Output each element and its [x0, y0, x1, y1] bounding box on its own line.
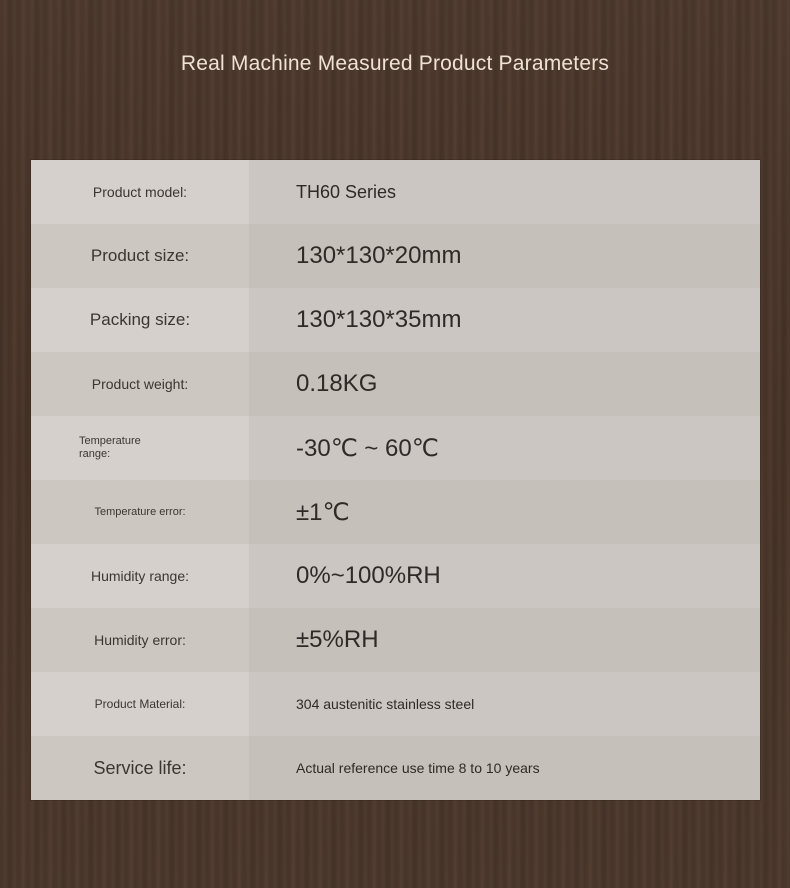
parameter-table — [31, 160, 760, 800]
param-value-material: 304 austenitic stainless steel — [249, 672, 760, 736]
param-label-temperature-range-line2: range: — [79, 448, 111, 460]
param-value-humidity-error: ±5%RH — [249, 608, 760, 672]
table-row — [31, 480, 760, 544]
param-label-temperature-range-line1: Temperature — [79, 435, 141, 447]
table-row — [31, 736, 760, 800]
param-label-packing-size: Packing size: — [31, 288, 249, 352]
table-row — [31, 288, 760, 352]
page-title: Real Machine Measured Product Parameters — [180, 52, 610, 75]
table-row — [31, 160, 760, 224]
table-row — [31, 352, 760, 416]
param-value-temperature-error: ±1℃ — [249, 480, 760, 544]
param-value-service-life: Actual reference use time 8 to 10 years — [249, 736, 760, 800]
param-label-humidity-error: Humidity error: — [31, 608, 249, 672]
table-row — [31, 224, 760, 288]
param-label-model: Product model: — [31, 160, 249, 224]
param-label-temperature-error: Temperature error: — [31, 480, 249, 544]
table-row — [31, 544, 760, 608]
param-label-weight: Product weight: — [31, 352, 249, 416]
param-value-humidity-range: 0%~100%RH — [249, 544, 760, 608]
param-label-service-life: Service life: — [31, 736, 249, 800]
param-value-weight: 0.18KG — [249, 352, 760, 416]
param-value-product-size: 130*130*20mm — [249, 224, 760, 288]
table-row — [31, 608, 760, 672]
param-label-temperature-range — [31, 416, 249, 480]
param-value-model: TH60 Series — [249, 160, 760, 224]
param-value-packing-size: 130*130*35mm — [249, 288, 760, 352]
table-row — [31, 416, 760, 480]
table-row — [31, 672, 760, 736]
param-label-product-size: Product size: — [31, 224, 249, 288]
param-value-temperature-range: -30℃ ~ 60℃ — [249, 416, 760, 480]
param-label-humidity-range: Humidity range: — [31, 544, 249, 608]
param-label-material: Product Material: — [31, 672, 249, 736]
